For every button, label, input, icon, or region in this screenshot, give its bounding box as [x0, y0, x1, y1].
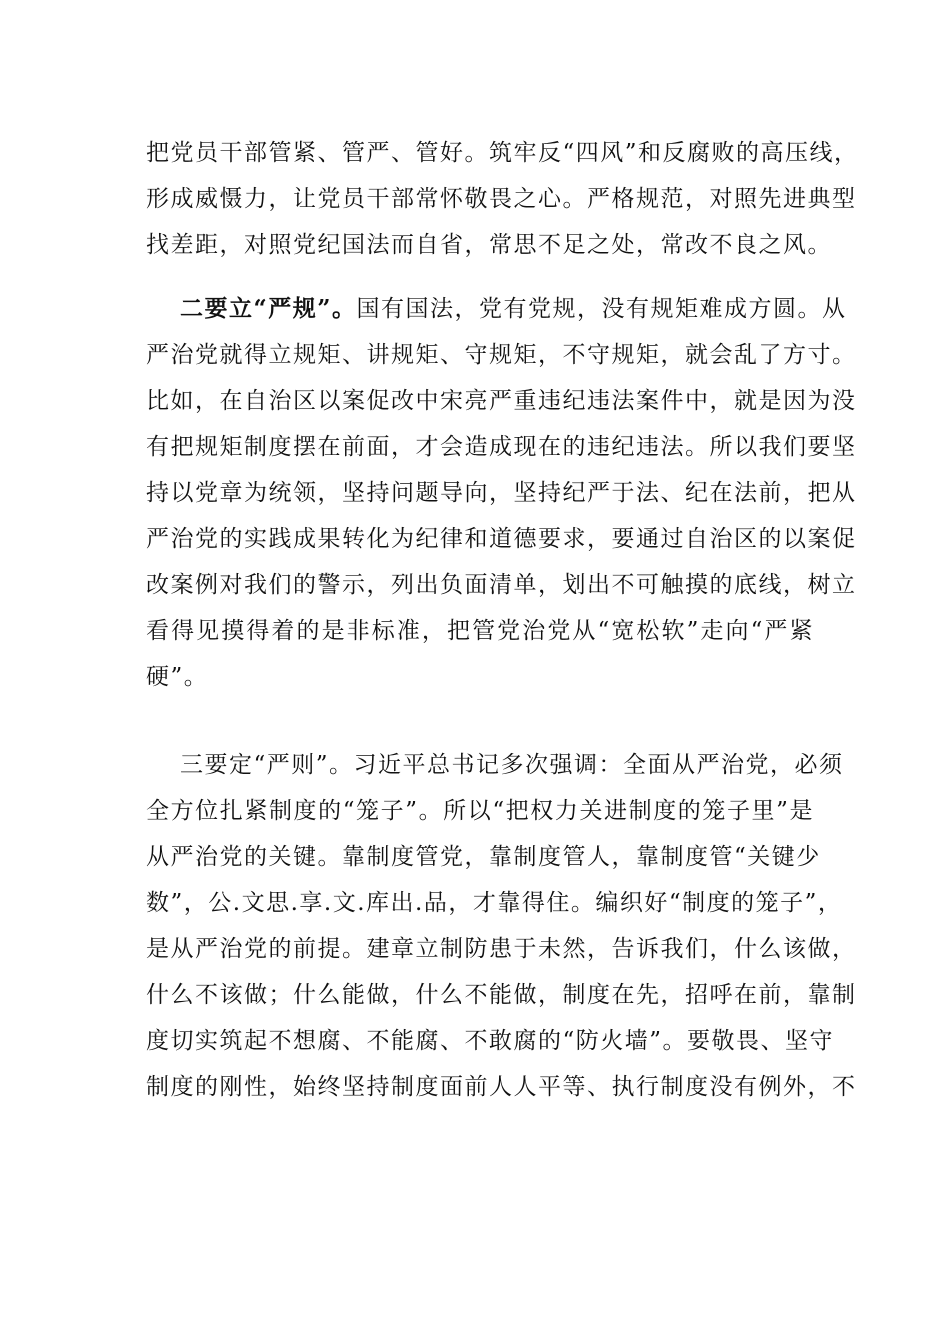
paragraph-3-line: 全方位扎紧制度的“笼子”。所以“把权力关进制度的笼子里”是	[146, 798, 814, 824]
paragraph-2-line: 改案例对我们的警示，列出负面清单，划出不可触摸的底线，树立	[146, 572, 857, 598]
paragraph-2	[146, 286, 857, 700]
paragraph-3-line: 是从严治党的前提。建章立制防患于未然，告诉我们，什么该做，	[146, 936, 857, 962]
paragraph-3-line: 什么不该做；什么能做，什么不能做，制度在先，招呼在前，靠制	[146, 982, 857, 1008]
paragraph-2-line: 持以党章为统领，坚持问题导向，坚持纪严于法、纪在法前，把从	[146, 480, 857, 506]
paragraph-1-line: 形成威慑力，让党员干部常怀敬畏之心。严格规范，对照先进典型	[146, 186, 857, 212]
paragraph-3-line: 制度的刚性，始终坚持制度面前人人平等、执行制度没有例外，不	[146, 1074, 857, 1100]
paragraph-1-line: 把党员干部管紧、管严、管好。筑牢反“四风”和反腐败的高压线，	[146, 140, 859, 166]
paragraph-3-first-line: 三要定“严则”。习近平总书记多次强调：全面从严治党，必须	[180, 752, 844, 778]
paragraph-2-heading: 二要立“严规”。	[180, 295, 357, 322]
paragraph-3	[146, 742, 857, 1110]
paragraph-2-line: 有把规矩制度摆在前面，才会造成现在的违纪违法。所以我们要坚	[146, 434, 857, 460]
paragraph-2-first-line-text: 国有国法，党有党规，没有规矩难成方圆。从	[356, 296, 847, 322]
paragraph-2-line: 严治党就得立规矩、讲规矩、守规矩，不守规矩，就会乱了方寸。	[146, 342, 857, 368]
paragraph-2-line: 看得见摸得着的是非标准，把管党治党从“宽松软”走向“严紧	[146, 618, 814, 644]
paragraph-3-line: 从严治党的关键。靠制度管党，靠制度管人，靠制度管“关键少	[146, 844, 821, 870]
paragraph-1	[146, 130, 859, 268]
paragraph-3-line: 数”，公.文思.享.文.库出.品，才靠得住。编织好“制度的笼子”，	[146, 890, 843, 916]
paragraph-2-line: 硬”。	[146, 664, 209, 690]
paragraph-3-line: 度切实筑起不想腐、不能腐、不敢腐的“防火墙”。要敬畏、坚守	[146, 1028, 835, 1054]
paragraph-2-first-line	[146, 286, 847, 332]
paragraph-2-line: 比如，在自治区以案促改中宋亮严重违纪违法案件中，就是因为没	[146, 388, 857, 414]
paragraph-1-line: 找差距，对照党纪国法而自省，常思不足之处，常改不良之风。	[146, 232, 832, 258]
paragraph-2-line: 严治党的实践成果转化为纪律和道德要求，要通过自治区的以案促	[146, 526, 857, 552]
